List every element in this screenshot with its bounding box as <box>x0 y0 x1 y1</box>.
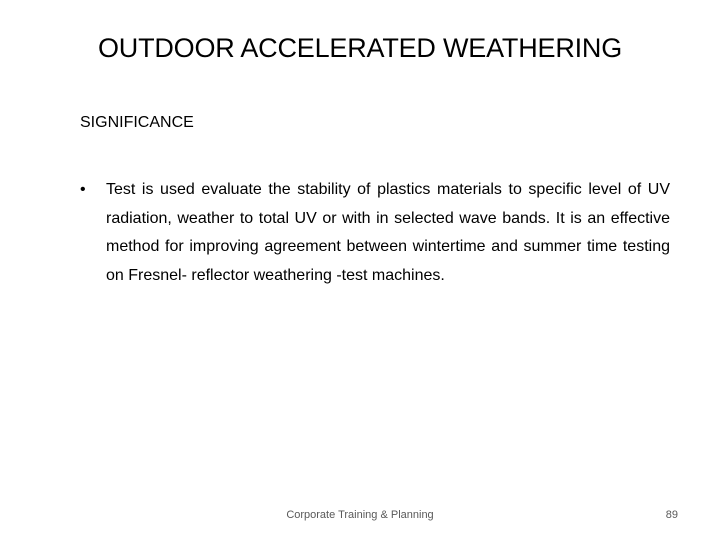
bullet-icon: • <box>80 181 86 198</box>
bullet-text: Test is used evaluate the stability of plastics materials to specific level of UV radiation, weather to total UV or with in selected wave bands. It is an effective method for improving agreement between wintertime and summer time testing on Fresnel- reflector weathering -test machines. <box>106 181 670 284</box>
footer-text: Corporate Training & Planning <box>286 509 434 521</box>
page-number: 89 <box>665 509 678 521</box>
slide-title: OUTDOOR ACCELERATED WEATHERING <box>97 33 623 63</box>
section-heading: SIGNIFICANCE <box>80 114 194 131</box>
bullet-list <box>80 176 670 290</box>
bullet-item <box>80 176 670 290</box>
